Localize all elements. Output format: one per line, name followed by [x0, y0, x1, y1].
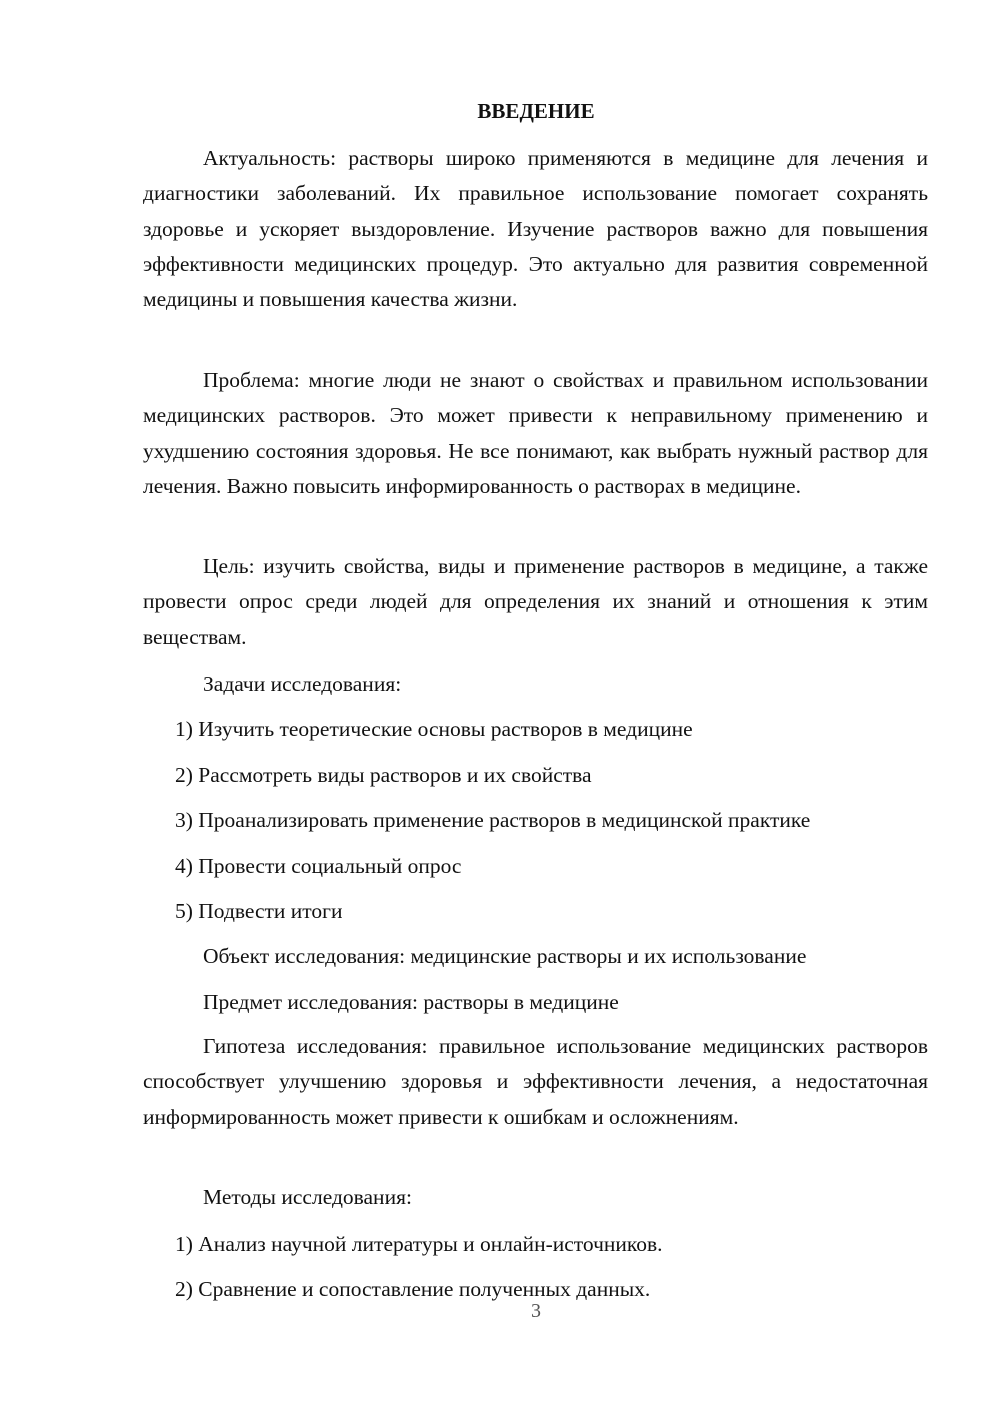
goal-text: Цель: изучить свойства, виды и применение растворов в медицине, а также провести опрос среди людей для определения их знаний и отношения к этим веществам.	[143, 554, 928, 649]
hypothesis-text: Гипотеза исследования: правильное использование медицинских растворов способствует улучшению здоровья и эффективности лечения, а недостаточная информированность может привести к ошибкам и осложнениям.	[143, 1034, 928, 1129]
method-item: 1) Анализ научной литературы и онлайн-источников.	[175, 1232, 663, 1256]
page-number: 3	[531, 1300, 541, 1322]
problem-text: Проблема: многие люди не знают о свойствах и правильном использовании медицинских растворов. Это может привести к неправильному применению и ухудшению состояния здоровья. Не все понимают, как выбрать нужный раствор для лечения. Важно повысить информированность о растворах в медицине.	[143, 368, 928, 498]
method-item: 2) Сравнение и сопоставление полученных данных.	[175, 1277, 651, 1301]
methods-heading: Методы исследования:	[203, 1185, 412, 1209]
task-item: 4) Провести социальный опрос	[175, 854, 462, 878]
task-item: 3) Проанализировать применение растворов в медицинской практике	[175, 808, 811, 832]
research-object: Объект исследования: медицинские растворы и их использование	[203, 944, 807, 968]
section-title: ВВЕДЕНИЕ	[477, 99, 595, 123]
problem-paragraph	[143, 363, 928, 504]
goal-paragraph	[143, 549, 928, 655]
relevance-text: Актуальность: растворы широко применяются в медицине для лечения и диагностики заболеваний. Их правильное использование помогает сохранять здоровье и ускоряет выздоровление. Изучение растворов важно для повышения эффективности медицинских процедур. Это актуально для развития современной медицины и повышения качества жизни.	[143, 146, 928, 312]
tasks-heading: Задачи исследования:	[203, 672, 402, 696]
relevance-paragraph	[143, 141, 928, 317]
task-item: 2) Рассмотреть виды растворов и их свойства	[175, 763, 592, 787]
task-item: 5) Подвести итоги	[175, 899, 343, 923]
research-subject: Предмет исследования: растворы в медицине	[203, 990, 619, 1014]
task-item: 1) Изучить теоретические основы растворов в медицине	[175, 717, 693, 741]
hypothesis-paragraph	[143, 1029, 928, 1135]
